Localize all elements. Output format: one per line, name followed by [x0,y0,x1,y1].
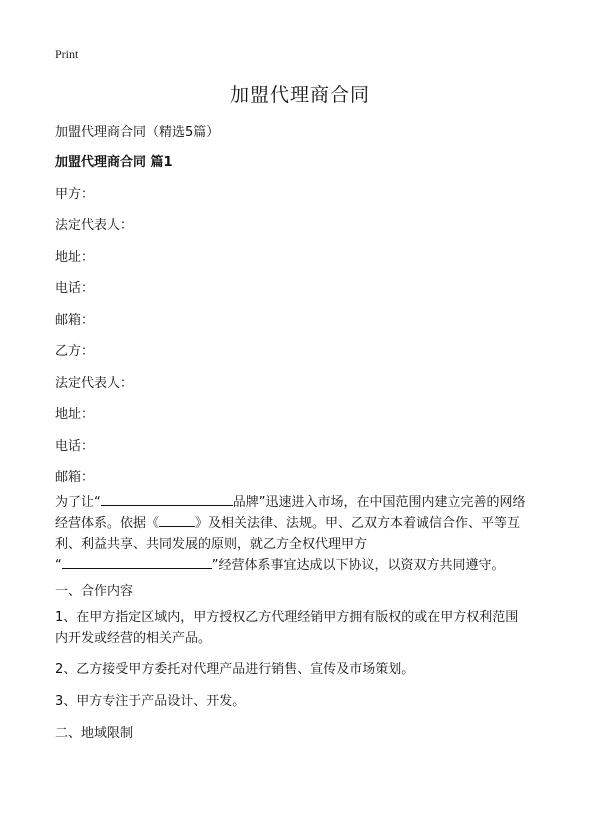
party-a-email: 邮箱： [55,313,95,328]
party-a-phone: 电话： [55,281,95,296]
intro-line-3 [55,534,555,555]
intro-text: 利、利益共享、共同发展的原则，就乙方全权代理甲方 [55,537,368,552]
brand-blank [101,492,233,506]
clause-1-line-1: 1、在甲方指定区域内，甲方授权乙方代理经销甲方拥有版权的或在甲方权利范围 [55,610,519,625]
party-b-address: 地址： [55,407,95,422]
clause-2: 2、乙方接受甲方委托对代理产品进行销售、宣传及市场策划。 [55,662,415,677]
intro-line-1 [55,492,555,513]
intro-text: “ [55,558,62,573]
party-b-representative: 法定代表人： [55,376,134,391]
intro-text: 为了让“ [55,495,101,510]
print-label: Print [55,47,79,61]
clause-1-line-2: 内开发或经营的相关产品。 [55,631,212,646]
clause-1 [55,607,555,649]
party-a-label: 甲方： [55,187,95,202]
party-b-email: 邮箱： [55,470,95,485]
clause-3: 3、甲方专注于产品设计、开发。 [55,694,246,709]
intro-text: 经营体系。依据《 [55,516,160,531]
party-a-representative: 法定代表人： [55,218,134,233]
party-b-phone: 电话： [55,439,95,454]
intro-text: ”经营体系事宜达成以下协议，以资双方共同遵守。 [211,558,505,573]
system-blank [62,555,212,569]
intro-line-2 [55,513,555,534]
party-b-label: 乙方： [55,344,95,359]
document-title: 加盟代理商合同 [229,84,370,106]
intro-text: 品牌”迅速进入市场，在中国范围内建立完善的网络 [232,495,526,510]
section-heading: 加盟代理商合同 篇1 [55,155,173,170]
intro-text: 》及相关法律、法规。甲、乙双方本着诚信合作、平等互 [195,516,521,531]
law-blank [159,513,195,527]
intro-paragraph [55,492,555,576]
section-2-title: 二、地域限制 [55,726,134,741]
document-subtitle: 加盟代理商合同（精选5篇） [55,125,220,140]
section-1-title: 一、合作内容 [55,584,134,599]
party-a-address: 地址： [55,250,95,265]
intro-line-4 [55,555,555,576]
